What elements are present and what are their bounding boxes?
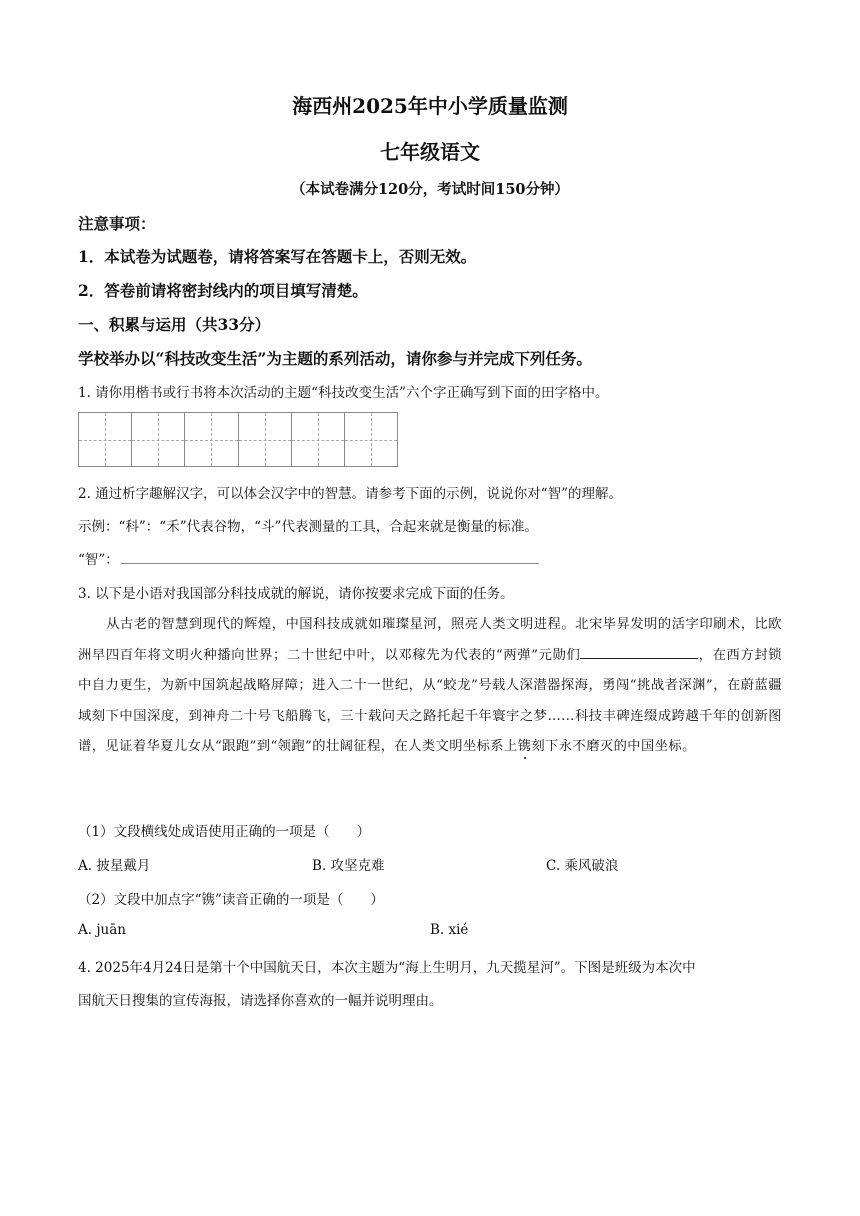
question-4-line-1: 4. 2025年4月24日是第十个中国航天日，本次主题为“海上生明月，九天揽星河”。下图是班级为本次中: [78, 960, 696, 976]
grid-cell[interactable]: [185, 413, 238, 466]
question-3: 3. 以下是小语对我国部分科技成就的解说，请你按要求完成下面的任务。: [78, 586, 514, 602]
option-b[interactable]: B. 攻坚克难: [312, 858, 385, 874]
answer-label: “智”：: [78, 552, 119, 568]
grid-cell[interactable]: [132, 413, 185, 466]
notice-item-1: 1．本试卷为试题卷，请将答案写在答题卡上，否则无效。: [78, 247, 477, 266]
page-title: 海西州2025年中小学质量监测: [292, 94, 568, 118]
passage: [78, 610, 782, 763]
passage-part-1: 从古老的智慧到现代的辉煌，中国科技成就如璀璨星河，照亮人类文明进程。北宋毕昇发明的活字印刷术，比欧洲早四百年将文明火种播向世界；二十世纪中叶，以邓稼先为代表的“两弹”元勋们: [78, 617, 782, 663]
section-heading: 一、积累与运用（共33分）: [78, 315, 271, 334]
grid-cell[interactable]: [345, 413, 397, 466]
blank-line[interactable]: [580, 644, 698, 659]
sub-question-2: （2）文段中加点字“镌”读音正确的一项是（ ）: [78, 892, 384, 908]
sub-question-1: （1）文段横线处成语使用正确的一项是（ ）: [78, 824, 371, 840]
notice-heading: 注意事项：: [78, 214, 156, 233]
question-2: 2. 通过析字趣解汉字，可以体会汉字中的智慧。请参考下面的示例，说说你对“智”的理解。: [78, 486, 622, 502]
exam-note: （本试卷满分120分，考试时间150分钟）: [290, 181, 570, 198]
section-intro: 学校举办以“科技改变生活”为主题的系列活动，请你参与并完成下列任务。: [78, 349, 592, 368]
answer-line[interactable]: [121, 551, 539, 564]
dotted-char: 镌: [517, 739, 532, 754]
page-subtitle: 七年级语文: [380, 140, 480, 164]
notice-item-2: 2．答卷前请将密封线内的项目填写清楚。: [78, 281, 368, 300]
option-a[interactable]: A. juān: [78, 922, 126, 938]
question-2-example: 示例：“科”：“禾”代表谷物，“斗”代表测量的工具，合起来就是衡量的标准。: [78, 519, 538, 535]
option-b[interactable]: B. xié: [430, 922, 469, 938]
passage-part-3: 刻下永不磨灭的中国坐标。: [531, 739, 696, 754]
tianzige-grid[interactable]: [78, 412, 398, 467]
question-2-answer: [78, 548, 539, 568]
question-4-line-2: 国航天日搜集的宣传海报，请选择你喜欢的一幅并说明理由。: [78, 993, 443, 1009]
grid-cell[interactable]: [79, 413, 132, 466]
grid-cell[interactable]: [292, 413, 345, 466]
passage-part-2: ，在西方封锁中自力更生，为新中国筑起战略屏障；进入二十一世纪，从“蛟龙”号载人深潜器探海，勇闯“挑战者深渊”，在蔚蓝疆域刻下中国深度，到神舟二十号飞船腾飞，三十载问天之路托起千年寰宇之梦……科技丰碑连缀成跨越千年的创新图谱，见证着华夏儿女从“跟跑”到“领跑”的壮阔征程，在人类文明坐标系上: [78, 647, 782, 754]
grid-cell[interactable]: [239, 413, 292, 466]
option-a[interactable]: A. 披星戴月: [78, 858, 151, 874]
question-1: 1. 请你用楷书或行书将本次活动的主题“科技改变生活”六个字正确写到下面的田字格中。: [78, 385, 609, 401]
option-c[interactable]: C. 乘风破浪: [546, 858, 619, 874]
